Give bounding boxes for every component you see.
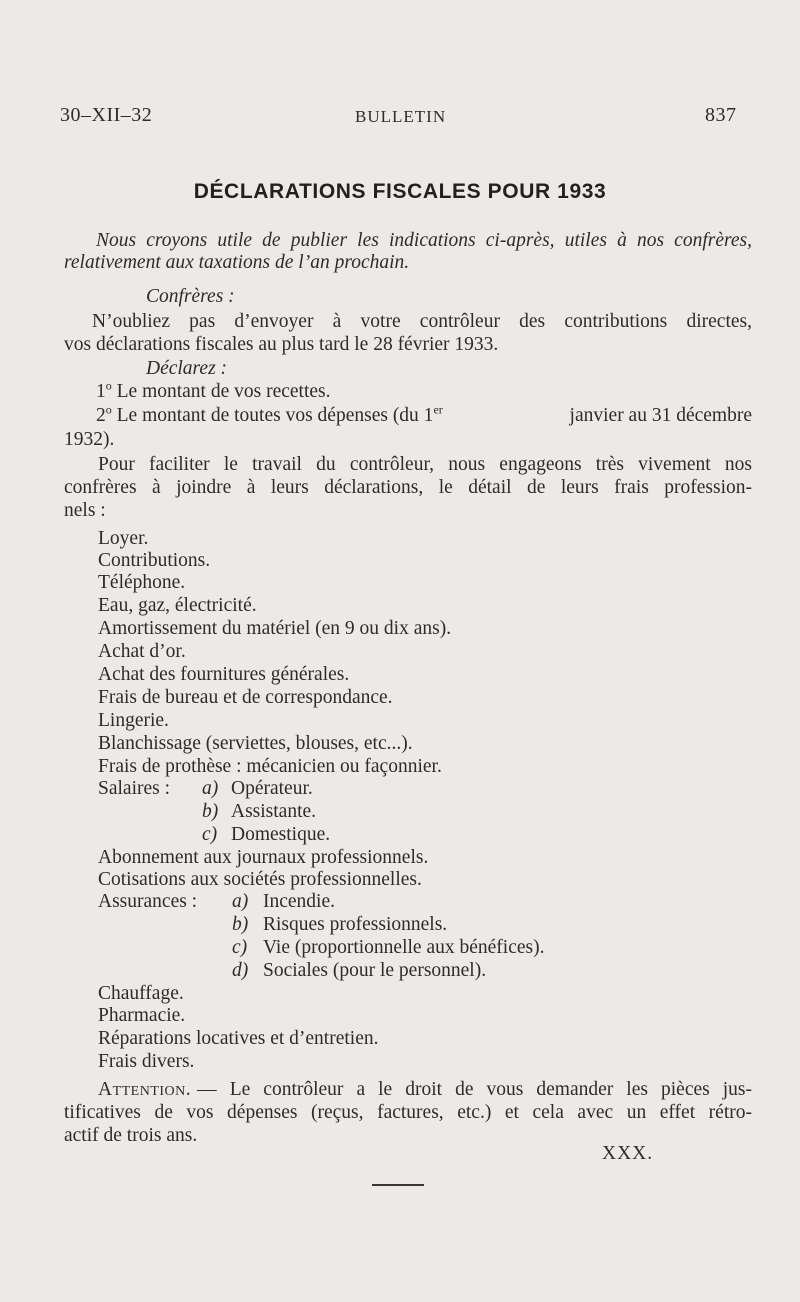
expense-item: Loyer. bbox=[98, 528, 149, 549]
assurances-letter: c) bbox=[232, 937, 248, 958]
expense-item: Frais de bureau et de correspondance. bbox=[98, 687, 393, 708]
salaires-letter: a) bbox=[202, 778, 219, 799]
assurances-item: Risques professionnels. bbox=[263, 914, 448, 935]
salaires-label: Salaires : bbox=[98, 778, 171, 799]
salaires-letter: b) bbox=[202, 801, 219, 822]
item-2-text-b: janvier au 31 décembre bbox=[569, 405, 752, 426]
intro-line-2: relativement aux taxations de l’an prochain. bbox=[64, 252, 410, 273]
page-title: DÉCLARATIONS FISCALES POUR 1933 bbox=[193, 180, 607, 203]
facilitate-line-3: nels : bbox=[64, 500, 106, 521]
attention-label: Attention. bbox=[98, 1079, 192, 1100]
header-date: 30–XII–32 bbox=[60, 104, 153, 126]
expense-item: Cotisations aux sociétés professionnelles. bbox=[98, 869, 422, 890]
header-journal: BULLETIN bbox=[355, 107, 447, 126]
expense-item: Contributions. bbox=[98, 550, 211, 571]
closing-rule bbox=[372, 1184, 424, 1186]
facilitate-line-2: confrères à joindre à leurs déclarations, le détail de leurs frais profession- bbox=[64, 477, 752, 498]
facilitate-line-1: Pour faciliter le travail du contrôleur, nous engageons très vivement nos bbox=[98, 454, 752, 475]
expense-item: Chauffage. bbox=[98, 983, 184, 1004]
attention-text-1: — Le contrôleur a le droit de vous demander les pièces jus- bbox=[197, 1079, 752, 1100]
assurances-label: Assurances : bbox=[98, 891, 198, 912]
salaires-item: Opérateur. bbox=[231, 778, 313, 799]
assurances-letter: b) bbox=[232, 914, 249, 935]
reminder-line-2: vos déclarations fiscales au plus tard le 28 février 1933. bbox=[64, 334, 499, 355]
intro-line-1: Nous croyons utile de publier les indications ci-après, utiles à nos confrères, bbox=[96, 230, 752, 251]
expense-item: Achat des fournitures générales. bbox=[98, 664, 350, 685]
expense-item: Abonnement aux journaux professionnels. bbox=[98, 847, 429, 868]
attention-line-3: actif de trois ans. bbox=[64, 1125, 198, 1146]
expense-item: Frais divers. bbox=[98, 1051, 195, 1072]
salaires-item: Assistante. bbox=[231, 801, 317, 822]
assurances-item: Incendie. bbox=[263, 891, 336, 912]
reminder-line-1: N’oubliez pas d’envoyer à votre contrôleur des contributions directes, bbox=[92, 311, 752, 332]
assurances-letter: a) bbox=[232, 891, 249, 912]
expense-item: Réparations locatives et d’entretien. bbox=[98, 1028, 379, 1049]
item-1-text: Le montant de vos recettes. bbox=[116, 381, 331, 402]
attention-line-2: tificatives de vos dépenses (reçus, factures, etc.) et cela avec un effet rétro- bbox=[64, 1102, 752, 1123]
signature: XXX. bbox=[602, 1143, 654, 1164]
salaires-item: Domestique. bbox=[231, 824, 331, 845]
item-2-degree: o bbox=[105, 402, 112, 417]
expense-item: Lingerie. bbox=[98, 710, 169, 731]
item-1 bbox=[96, 380, 331, 403]
expense-item: Amortissement du matériel (en 9 ou dix ans). bbox=[98, 618, 452, 639]
declare-label: Déclarez : bbox=[146, 358, 228, 379]
salaires-letter: c) bbox=[202, 824, 218, 845]
item-2-line-1 bbox=[96, 404, 752, 427]
salutation: Confrères : bbox=[146, 286, 235, 307]
attention-line-1 bbox=[98, 1078, 752, 1101]
expense-item: Téléphone. bbox=[98, 572, 186, 593]
expense-item: Blanchissage (serviettes, blouses, etc...). bbox=[98, 733, 413, 754]
item-1-number: 1 bbox=[96, 381, 106, 402]
expense-item: Achat d’or. bbox=[98, 641, 186, 662]
expense-item: Eau, gaz, électricité. bbox=[98, 595, 257, 616]
page-number: 837 bbox=[705, 104, 737, 126]
expense-item: Frais de prothèse : mécanicien ou façonnier. bbox=[98, 756, 442, 777]
item-2-number: 2 bbox=[96, 405, 106, 426]
expense-item: Pharmacie. bbox=[98, 1005, 186, 1026]
assurances-item: Vie (proportionnelle aux bénéfices). bbox=[263, 937, 545, 958]
item-2-line-2: 1932). bbox=[64, 429, 115, 450]
item-2-text-a: Le montant de toutes vos dépenses (du 1 bbox=[116, 405, 434, 426]
item-1-degree: o bbox=[105, 378, 112, 393]
assurances-letter: d) bbox=[232, 960, 249, 981]
item-2-superscript: er bbox=[433, 402, 443, 417]
assurances-item: Sociales (pour le personnel). bbox=[263, 960, 487, 981]
